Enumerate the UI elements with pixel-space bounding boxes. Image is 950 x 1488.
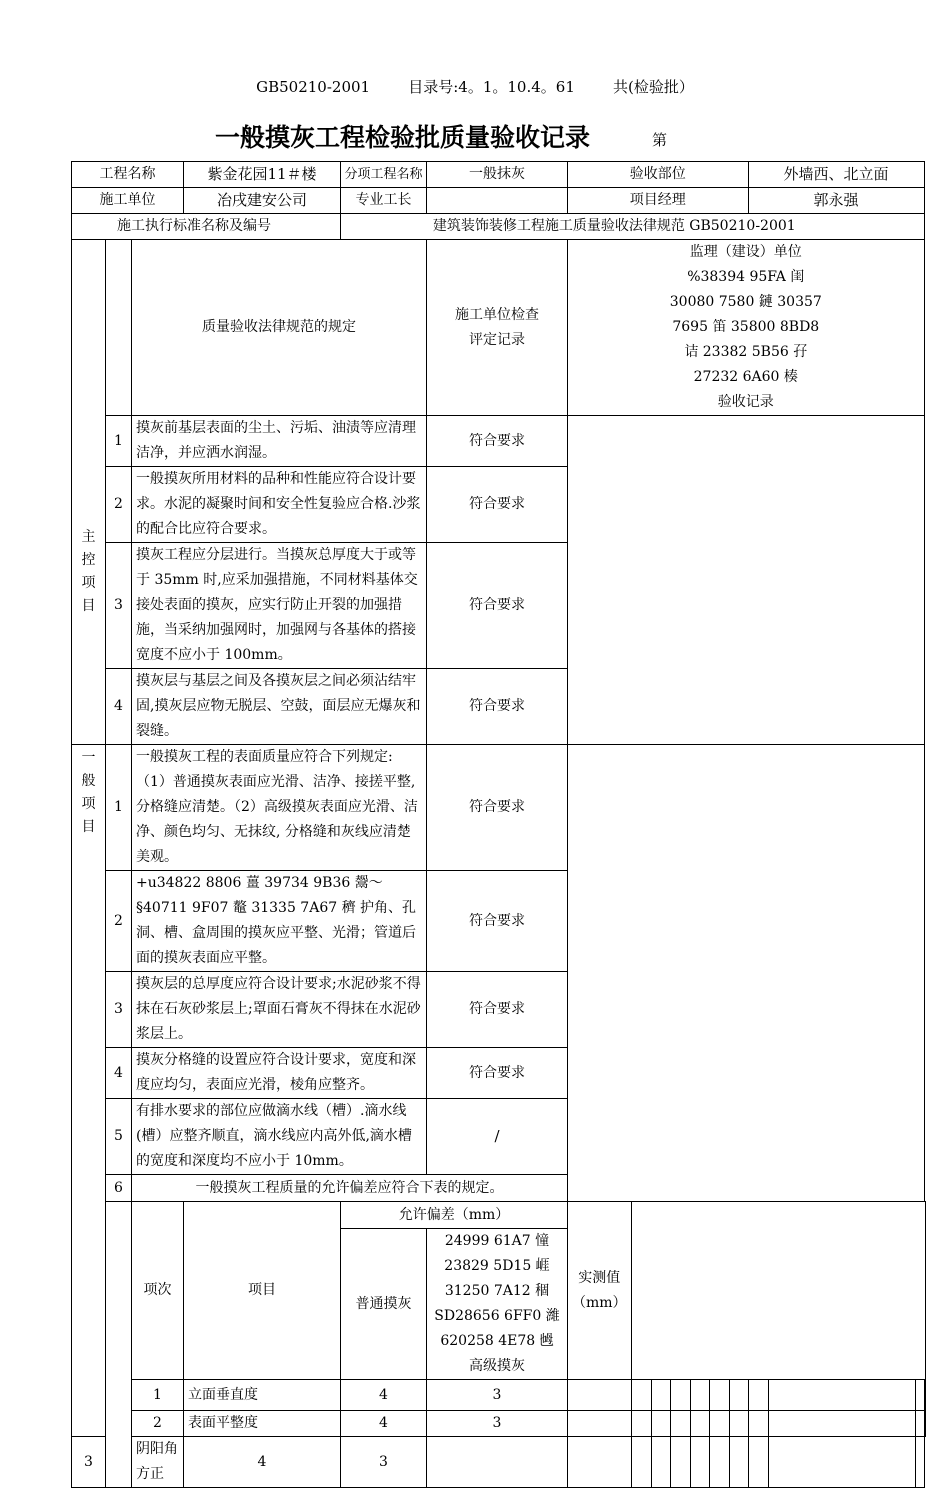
deviation-row-no: 2 [132,1411,184,1437]
supervisor-line-2: 30080 7580 鏈 30357 [669,294,822,310]
document-title: 一般摸灰工程检验批质量验收记录 [215,123,591,152]
main-item-text: 摸灰工程应分层进行。当摸灰总厚度大于或等于 35mm 时,应采加强措施，不同材料基体交接处表面的摸灰，应实行防止开裂的加强措施，当采纳加强网时，加强网与各基体的搭接宽度不应小于 100mm。 [132,543,427,669]
deviation-col-allow: 允许偏差（mm） [341,1202,568,1229]
main-item-result: 符合要求 [427,416,568,467]
standard-label: 施工执行标准名称及编号 [72,214,341,240]
number-header-cell [106,240,132,416]
general-item-number: 1 [106,745,132,871]
deviation-row-item: 表面平整度 [184,1411,341,1437]
measured-cell [729,1380,748,1411]
project-name-label: 工程名称 [72,162,184,188]
supervisor-header [568,240,925,416]
page-label: 第 [652,131,668,149]
main-item-text: 摸灰层与基层之间及各摸灰层之间必须沾结牢固,摸灰层应物无脱层、空鼓，面层应无爆灰和裂缝。 [132,669,427,745]
deviation-row-item: 阴阳角方正 [132,1437,184,1488]
subproject-value: 一般抹灰 [427,162,568,188]
high-header-line-1: 23829 5D15 崕 [444,1258,550,1274]
main-item-number: 4 [106,669,132,745]
general-item-text: 摸灰层的总厚度应符合设计要求;水泥砂浆不得抹在石灰砂浆层上;罩面石膏灰不得抹在水泥砂浆层上。 [132,972,427,1048]
measured-cell [690,1411,709,1437]
high-header-line-5: 高级摸灰 [469,1358,525,1374]
main-item-result: 符合要求 [427,467,568,543]
measured-cell [427,1437,568,1488]
measured-cell [709,1411,729,1437]
supervisor-line-0: 监理（建设）单位 [689,244,802,260]
measured-cell [748,1411,768,1437]
general-supervisor-record [568,745,925,1202]
measured-cell [690,1380,709,1411]
deviation-row-high: 3 [341,1437,427,1488]
builder-value: 冶戌建安公司 [184,188,341,214]
supervisor-line-1: %38394 95FA 闺 [687,269,805,285]
deviation-extra-cell [924,1411,925,1437]
measured-cell [729,1437,748,1488]
deviation-row-no: 1 [132,1380,184,1411]
general-item-text: 有排水要求的部位应做滴水线（槽）.滴水线(槽）应整齐顺直，滴水线应内高外低,滴水槽的宽度和深度均不应小于 10mm。 [132,1099,427,1175]
deviation-row-no: 3 [72,1437,106,1488]
supervisor-line-4: 诘 23382 5B56 孖 [684,344,808,360]
deviation-supervisor-cell [915,1380,924,1411]
foreman-value [427,188,568,214]
main-supervisor-record [568,416,925,745]
measured-cell [631,1380,651,1411]
general-items-vertical-label: 一般项目 [81,750,96,835]
deviation-supervisor-cell [768,1437,915,1488]
measured-cell [690,1437,709,1488]
inspection-record-table [71,161,926,1488]
subproject-label: 分项工程名称 [341,162,427,188]
general-item-number: 5 [106,1099,132,1175]
general-item-number: 2 [106,871,132,972]
general-item-result: 符合要求 [427,871,568,972]
main-items-vertical-label: 主控项目 [81,529,96,614]
measured-cell [670,1437,690,1488]
standard-value: 建筑装饰装修工程施工质量验收法律规范 GB50210-2001 [341,214,925,240]
measured-cell [631,1411,651,1437]
deviation-row-high: 3 [427,1380,568,1411]
measured-cell [568,1411,632,1437]
deviation-row-normal: 4 [341,1411,427,1437]
general-item-number: 4 [106,1048,132,1099]
deviation-supervisor-cell [915,1411,924,1437]
deviation-supervisor-record [631,1202,925,1380]
measured-cell [748,1380,768,1411]
main-item-result: 符合要求 [427,543,568,669]
measured-cell [670,1411,690,1437]
measured-cell [748,1437,768,1488]
measured-cell [670,1380,690,1411]
high-header-line-3: SD28656 6FF0 濰 [434,1308,560,1324]
high-header-line-0: 24999 61A7 憧 [444,1233,550,1249]
deviation-row-item: 立面垂直度 [184,1380,341,1411]
measured-cell [729,1411,748,1437]
check-header-line2: 评定记录 [469,331,525,348]
measured-cell [568,1437,632,1488]
deviation-row-normal: 4 [184,1437,341,1488]
deviation-indent-cell [106,1202,132,1488]
measured-cell [651,1411,670,1437]
deviation-extra-cell [924,1380,925,1411]
general-items-label-cell [72,745,106,1437]
deviation-col-high [427,1229,568,1380]
main-item-text: 摸灰前基层表面的尘土、污垢、油渍等应清理洁净，并应洒水润湿。 [132,416,427,467]
spec-column-header: 质量验收法律规范的规定 [132,240,427,416]
deviation-col-no: 项次 [132,1202,184,1380]
measured-cell [709,1437,729,1488]
main-item-text: 一般摸灰所用材料的品种和性能应符合设计要求。水泥的凝聚时间和安全性复验应合格.沙浆的配合比应符合要求。 [132,467,427,543]
foreman-label: 专业工长 [341,188,427,214]
deviation-row-normal: 4 [341,1380,427,1411]
main-item-number: 2 [106,467,132,543]
supervisor-line-3: 7695 笛 35800 8BD8 [672,319,820,335]
general-item-result: / [427,1099,568,1175]
construction-check-header [427,240,568,416]
document-header-line: GB50210-2001 目录号:4。1。10.4。61 共(检验批） [256,78,694,96]
general-item-text: 一般摸灰工程的表面质量应符合下列规定:（1）普通摸灰表面应光滑、洁净、接搓平整, 分格缝应清楚。（2）高级摸灰表面应光滑、洁净、颜色均匀、无抹纹, 分格缝和灰线应清楚美观。 [132,745,427,871]
project-manager-label: 项目经理 [568,188,749,214]
deviation-col-normal: 普通摸灰 [341,1229,427,1380]
deviation-extra-cell [915,1437,924,1488]
high-header-line-4: 620258 4E78 乸 [440,1333,554,1349]
supervisor-line-5: 27232 6A60 楱 [693,369,798,385]
measured-cell [768,1380,915,1411]
acceptance-part-value: 外墙西、北立面 [748,162,924,188]
measured-cell [651,1380,670,1411]
deviation-row-high: 3 [427,1411,568,1437]
deviation-col-item: 项目 [184,1202,341,1380]
supervisor-line-6: 验收记录 [717,394,774,410]
main-item-number: 1 [106,416,132,467]
project-manager-value: 郭永强 [748,188,924,214]
general-item-text: +u34822 8806 薑 39734 9B36 鬶～§40711 9F07 鼇 31335 7A67 穧 护角、孔洞、槽、盒周围的摸灰应平整、光滑；管道后面的摸灰表面应平整。 [132,871,427,972]
measured-cell [709,1380,729,1411]
general-item-number: 6 [106,1175,132,1202]
check-header-line1: 施工单位检查 [455,306,539,323]
general-item-number: 3 [106,972,132,1048]
main-item-result: 符合要求 [427,669,568,745]
project-name-value: 紫金花园11＃楼 [184,162,341,188]
acceptance-part-label: 验收部位 [568,162,749,188]
high-header-line-2: 31250 7A12 稒 [444,1283,550,1299]
measured-cell [651,1437,670,1488]
general-item-result: 符合要求 [427,972,568,1048]
measured-cell [631,1437,651,1488]
measured-cell [568,1380,632,1411]
main-control-items-label [72,240,106,745]
main-item-number: 3 [106,543,132,669]
general-item-result: 符合要求 [427,1048,568,1099]
measured-cell [768,1411,915,1437]
deviation-col-measured: 实测值（mm） [568,1202,632,1380]
general-item-text: 摸灰分格缝的设置应符合设计要求，宽度和深度应均匀，表面应光滑，棱角应整齐。 [132,1048,427,1099]
general-item-result: 符合要求 [427,745,568,871]
general-item-text: 一般摸灰工程质量的允许偏差应符合下表的规定。 [132,1175,568,1202]
builder-label: 施工单位 [72,188,184,214]
